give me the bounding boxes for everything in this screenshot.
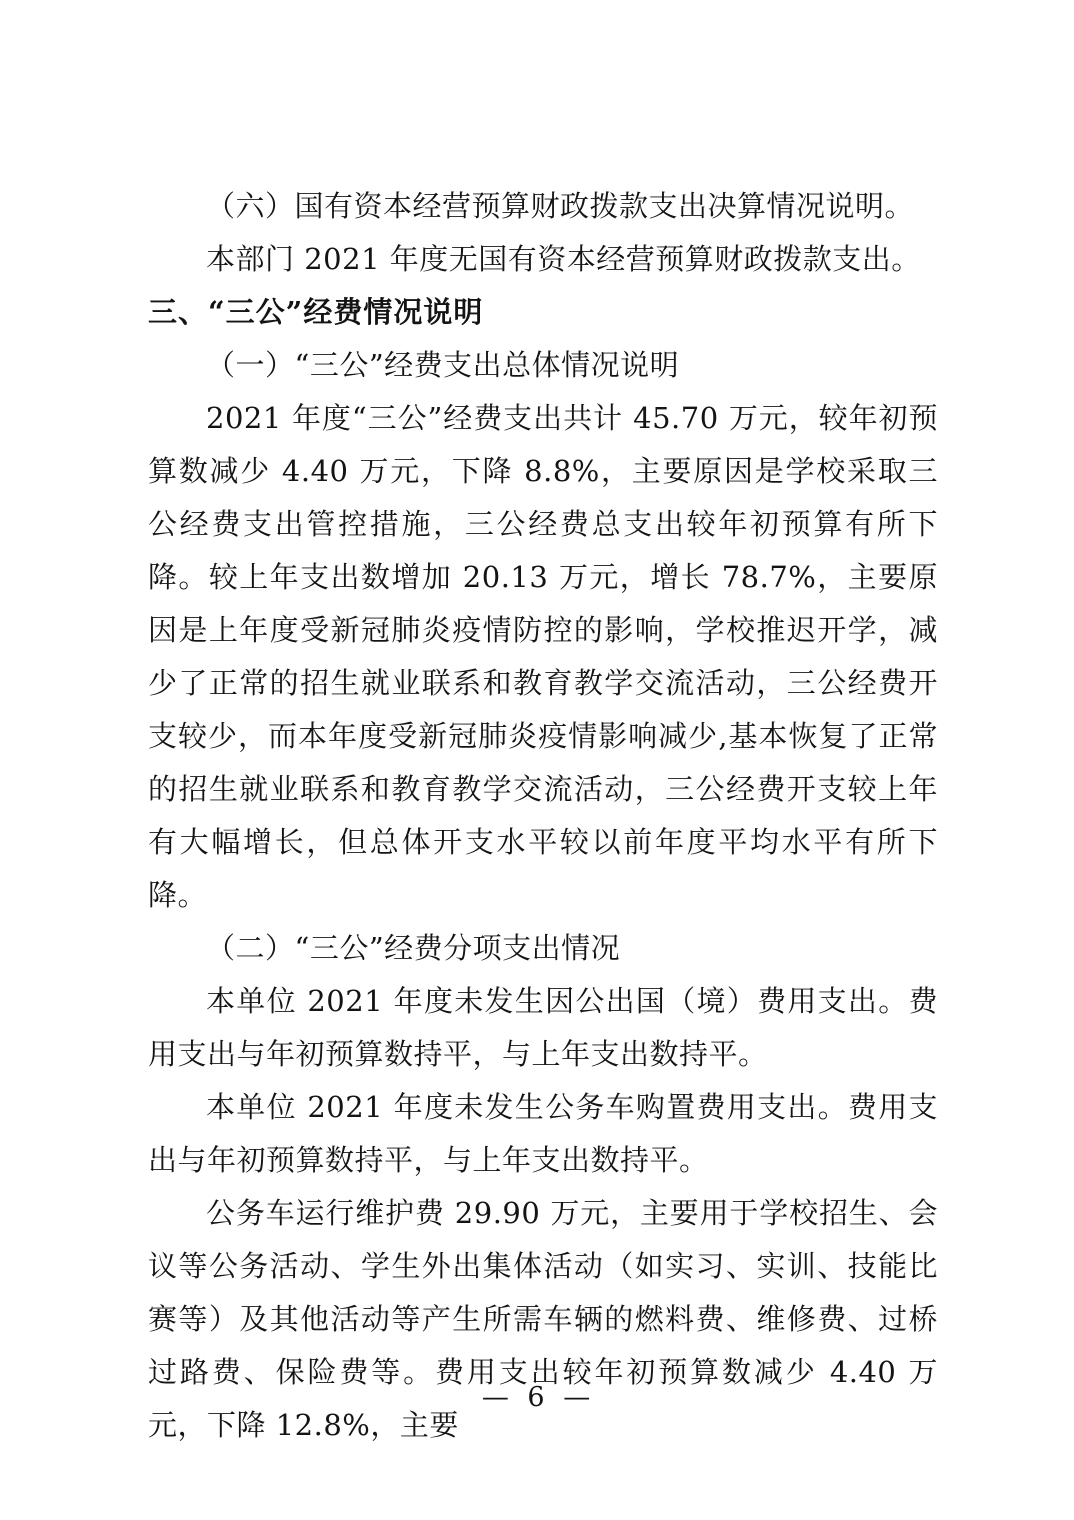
subsection-heading-itemized: （二）“三公”经费分项支出情况 (206, 931, 621, 965)
paragraph-overall-explanation: 2021 年度“三公”经费支出共计 45.70 万元，较年初预算数减少 4.40 万元，下降 8.8%，主要原因是学校采取三公经费支出管控措施，三公经费总支出较年初预算有所下降。较上年支出数增加 20.13 万元，增长 78.7%，主要原因是上年度受新冠肺炎疫情防控的影响，学校推迟开学，减少了正常的招生就业联系和教育教学交流活动，三公经费开支较少，而本年度受新冠肺炎疫情影响减少,基本恢复了正常的招生就业联系和教育教学交流活动，三公经费开支较上年有大幅增长，但总体开支水平较以前年度平均水平有所下降。 (148, 401, 938, 912)
paragraph-overseas-travel: 本单位 2021 年度未发生因公出国（境）费用支出。费用支出与年初预算数持平，与上年支出数持平。 (148, 984, 938, 1071)
document-body (148, 180, 938, 1452)
footer-dash-right: — (563, 1382, 593, 1413)
paragraph-vehicle-purchase: 本单位 2021 年度未发生公务车购置费用支出。费用支出与年初预算数持平，与上年支出数持平。 (148, 1090, 938, 1177)
footer-dash-left: — (481, 1382, 511, 1413)
section-heading-three-public-expenses: 三、“三公”经费情况说明 (148, 295, 484, 329)
paragraph-state-capital-budget-body: 本部门 2021 年度无国有资本经营预算财政拨款支出。 (206, 242, 921, 276)
page-footer (0, 1382, 1074, 1413)
page-number: 6 (527, 1382, 547, 1413)
paragraph-vehicle-operation: 公务车运行维护费 29.90 万元，主要用于学校招生、会议等公务活动、学生外出集体活动（如实习、实训、技能比赛等）及其他活动等产生所需车辆的燃料费、维修费、过桥过路费、保险费等。费用支出较年初预算数减少 4.40 万元，下降 12.8%，主要 (148, 1196, 938, 1442)
subsection-heading-overall: （一）“三公”经费支出总体情况说明 (206, 348, 680, 382)
paragraph-state-capital-budget-heading: （六）国有资本经营预算财政拨款支出决算情况说明。 (206, 189, 915, 223)
